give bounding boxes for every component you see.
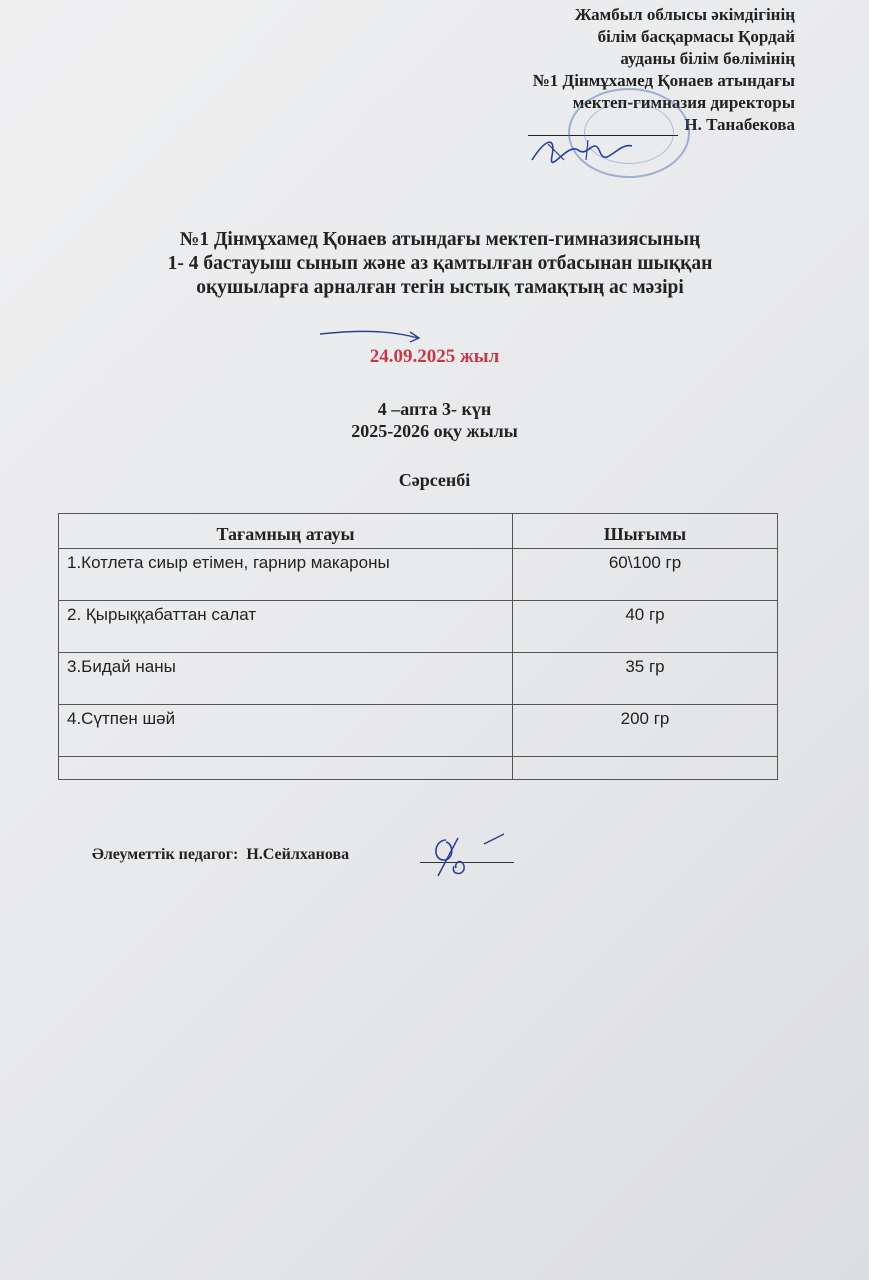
dish-name: 1.Котлета сиыр етімен, гарнир макароны: [59, 549, 513, 601]
menu-header-row: [59, 514, 778, 549]
footer-name: Н.Сейлханова: [246, 846, 350, 863]
dish-name: 2. Қырыққабаттан салат: [59, 601, 513, 653]
title-line-1: №1 Дінмұхамед Қонаев атындағы мектеп-гимназиясының: [179, 229, 701, 250]
footer-role: Әлеуметтік педагог:: [92, 846, 239, 863]
approval-line-5: мектеп-гимназия директоры: [572, 93, 795, 112]
document-title: [60, 228, 820, 300]
approval-line-3: ауданы білім бөлімінің: [620, 49, 795, 68]
dish-name: 3.Бидай наны: [59, 653, 513, 705]
dish-yield: [513, 757, 778, 780]
approval-line-2: білім басқармасы Қордай: [597, 27, 795, 46]
weekday-name: Сәрсенбі: [398, 470, 471, 490]
school-year: 2025-2026 оқу жылы: [351, 421, 518, 441]
dish-name: [59, 757, 513, 780]
menu-table: [58, 513, 778, 780]
dish-name: 4.Сүтпен шәй: [59, 705, 513, 757]
dish-yield: 40 гр: [513, 601, 778, 653]
table-row: [59, 653, 778, 705]
dish-yield: 200 гр: [513, 705, 778, 757]
table-row: [59, 549, 778, 601]
column-header-yield: Шығымы: [513, 514, 778, 549]
table-row-empty: [59, 757, 778, 780]
director-signature: [528, 130, 638, 170]
title-line-2: 1- 4 бастауыш сынып және аз қамтылған отбасынан шыққан: [167, 253, 713, 274]
dish-yield: 60\100 гр: [513, 549, 778, 601]
pedagogue-signature: [424, 830, 514, 880]
approval-line-4: №1 Дінмұхамед Қонаев атындағы: [532, 71, 795, 90]
column-header-dish: Тағамның атауы: [59, 514, 513, 549]
week-day: 4 –апта 3- күн: [377, 399, 492, 419]
table-row: [59, 705, 778, 757]
week-info: [0, 398, 869, 442]
social-pedagogue-line: [92, 846, 349, 864]
pen-arrow-mark: [318, 326, 428, 346]
director-name: Н. Танабекова: [684, 115, 795, 134]
dish-yield: 35 гр: [513, 653, 778, 705]
title-line-3: оқушыларға арналған тегін ыстық тамақтың ас мәзірі: [196, 277, 684, 298]
menu-date: 24.09.2025 жыл: [369, 346, 500, 367]
table-row: [59, 601, 778, 653]
approval-line-1: Жамбыл облысы әкімдігінің: [574, 5, 795, 24]
